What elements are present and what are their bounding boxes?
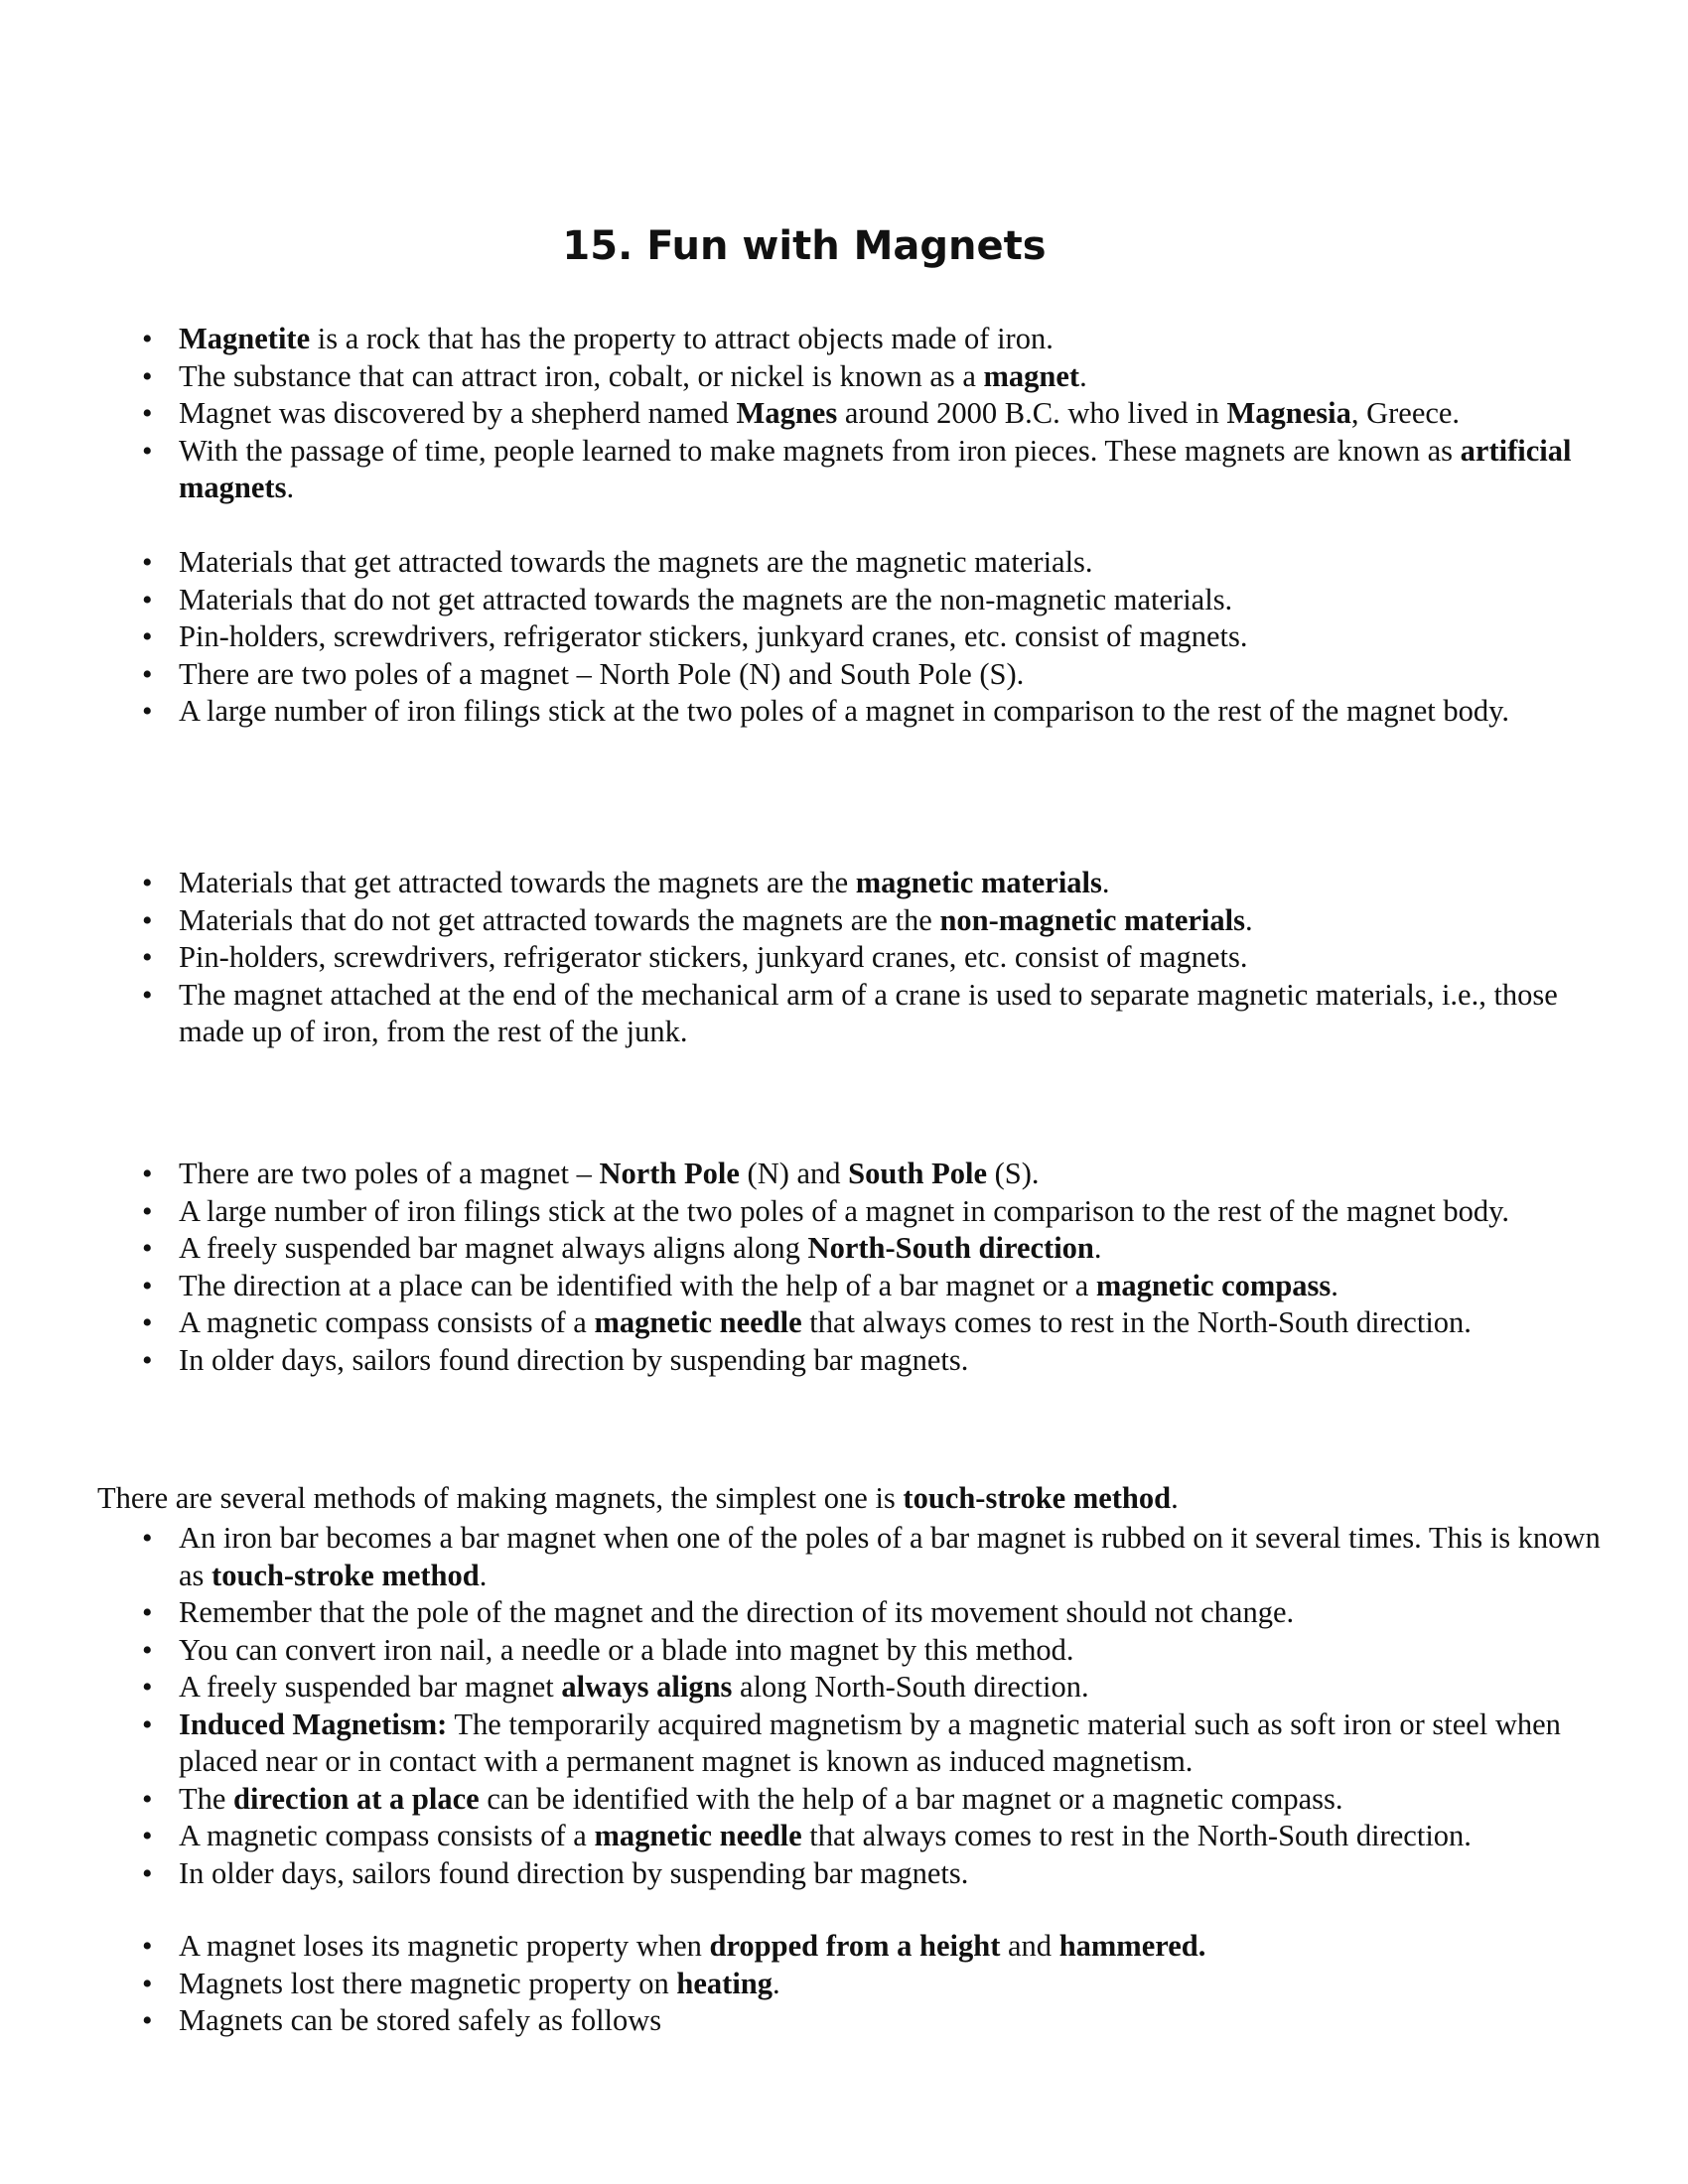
list-item [0, 2002, 1688, 2040]
list-item [0, 618, 1688, 656]
bold-term: Magnes [736, 396, 838, 430]
list-item [0, 358, 1688, 396]
text-run: that always comes to rest in the North-South direction. [801, 1819, 1472, 1852]
text-run: . [1171, 1480, 1179, 1515]
bold-term: magnetic compass [1095, 1268, 1332, 1302]
text-run: Remember that the pole of the magnet and the direction of its movement should not change. [179, 1595, 1295, 1629]
list-item [0, 1818, 1688, 1855]
list-item [0, 1706, 1688, 1781]
bold-term: always aligns [561, 1670, 733, 1704]
text-run: , Greece. [1350, 396, 1461, 430]
section-losing-magnetism [0, 1928, 1688, 2040]
bullet-list [0, 1928, 1688, 2040]
text-run: A freely suspended bar magnet always aligns along [179, 1231, 808, 1265]
list-item [0, 1966, 1688, 2003]
text-run: Materials that get attracted towards the magnets are the magnetic materials. [179, 545, 1093, 579]
list-item [0, 865, 1688, 902]
list-item [0, 1304, 1688, 1342]
bullet-list [0, 321, 1688, 507]
text-run: There are several methods of making magnets, the simplest one is [97, 1480, 904, 1515]
section-magnetic-materials [0, 865, 1688, 1051]
text-run: Materials that do not get attracted towards the magnets are the [179, 902, 940, 937]
bold-term: non-magnetic materials [939, 902, 1245, 937]
text-run: is a rock that has the property to attract objects made of iron. [310, 322, 1054, 355]
text-run: Pin-holders, screwdrivers, refrigerator stickers, junkyard cranes, etc. consist of magnets. [179, 940, 1248, 974]
text-run: . [1093, 1231, 1102, 1265]
list-item [0, 1669, 1688, 1706]
bold-term: magnetic needle [594, 1819, 802, 1852]
text-run: Materials that do not get attracted towards the magnets are the non-magnetic materials. [179, 582, 1233, 616]
text-run: A freely suspended bar magnet [179, 1670, 562, 1704]
bold-term: hammered. [1058, 1929, 1206, 1963]
bold-term: magnetic materials [855, 866, 1102, 899]
text-run: Pin-holders, screwdrivers, refrigerator stickers, junkyard cranes, etc. consist of magnets. [179, 619, 1248, 653]
text-run: around 2000 B.C. who lived in [837, 396, 1227, 430]
text-run: There are two poles of a magnet – North Pole (N) and South Pole (S). [179, 656, 1025, 691]
list-item [0, 977, 1688, 1051]
text-run: The [179, 1781, 234, 1816]
text-run: The magnet attached at the end of the mechanical arm of a crane is used to separate magnetic materials, i.e., those made up of iron, from the rest of the junk. [179, 977, 1558, 1048]
text-run: . [1079, 358, 1087, 393]
list-item [0, 582, 1688, 619]
text-run: In older days, sailors found direction by suspending bar magnets. [179, 1855, 969, 1890]
text-run: With the passage of time, people learned to make magnets from iron pieces. These magnets are known as [179, 433, 1461, 468]
text-run: (S). [986, 1157, 1040, 1190]
list-item [0, 1156, 1688, 1193]
bold-term: Induced Magnetism: [179, 1706, 448, 1741]
list-item [0, 1268, 1688, 1305]
text-run: . [479, 1558, 488, 1592]
list-item [0, 1855, 1688, 1893]
list-item [0, 433, 1688, 507]
text-run: You can convert iron nail, a needle or a blade into magnet by this method. [179, 1632, 1074, 1667]
section-magnet-intro [0, 321, 1688, 507]
text-run: . [1101, 866, 1110, 899]
text-run: A large number of iron filings stick at the two poles of a magnet in comparison to the rest of the magnet body. [179, 1193, 1510, 1228]
text-run: that always comes to rest in the North-South direction. [801, 1305, 1472, 1339]
text-run: Magnets can be stored safely as follows [179, 2003, 662, 2037]
list-item [0, 693, 1688, 731]
bold-term: North Pole [599, 1157, 740, 1190]
bullet-list [0, 544, 1688, 731]
text-run: . [1331, 1268, 1338, 1302]
text-run: A magnetic compass consists of a [179, 1305, 595, 1339]
text-run: In older days, sailors found direction by suspending bar magnets. [179, 1342, 969, 1377]
section-magnetic-materials-summary [0, 544, 1688, 731]
text-run: can be identified with the help of a bar magnet or a magnetic compass. [479, 1781, 1343, 1816]
text-run: Materials that get attracted towards the magnets are the [179, 866, 856, 899]
list-item [0, 544, 1688, 582]
bold-term: South Pole [848, 1157, 987, 1190]
text-run: and [1000, 1929, 1059, 1963]
list-item [0, 902, 1688, 940]
text-run: The direction at a place can be identified with the help of a bar magnet or a [179, 1268, 1096, 1302]
text-run: A magnet loses its magnetic property when [179, 1929, 710, 1963]
bold-term: magnet [983, 358, 1080, 393]
bold-term: North-South direction [807, 1231, 1094, 1265]
list-item [0, 1632, 1688, 1670]
text-run: The temporarily acquired magnetism by a magnetic material such as soft iron or steel when placed near or in contact with a permanent magnet is known as induced magnetism. [179, 1706, 1561, 1778]
bold-term: dropped from a height [709, 1929, 1001, 1963]
list-item [0, 1342, 1688, 1380]
text-run: A large number of iron filings stick at the two poles of a magnet in comparison to the rest of the magnet body. [179, 694, 1510, 728]
bold-term: touch-stroke method [903, 1480, 1172, 1515]
text-run: . [1244, 902, 1253, 937]
bold-term: touch-stroke method [211, 1558, 480, 1592]
list-item [0, 1520, 1688, 1594]
bullet-list [0, 1156, 1688, 1379]
list-item [0, 1928, 1688, 1966]
bold-term: heating [676, 1966, 774, 2000]
section-touch-stroke-method [0, 1520, 1688, 1892]
list-item [0, 395, 1688, 433]
text-run: The substance that can attract iron, cobalt, or nickel is known as a [179, 358, 984, 393]
section-poles-and-direction [0, 1156, 1688, 1379]
list-item [0, 321, 1688, 358]
text-run: There are two poles of a magnet – [179, 1157, 600, 1190]
bullet-list [0, 1520, 1688, 1892]
text-run: (N) and [739, 1157, 849, 1190]
list-item [0, 1781, 1688, 1819]
text-run: . [286, 471, 295, 504]
text-run: Magnets lost there magnetic property on [179, 1966, 677, 2000]
bullet-list [0, 865, 1688, 1051]
list-item [0, 656, 1688, 694]
text-run: Magnet was discovered by a shepherd named [179, 396, 737, 430]
bold-term: Magnesia [1226, 396, 1351, 430]
text-run: An iron bar becomes a bar magnet when one of the poles of a bar magnet is rubbed on it several times. This is known as [179, 1521, 1601, 1592]
page-title: 15. Fun with Magnets [562, 222, 1047, 269]
list-item [0, 1230, 1688, 1268]
bold-term: artificial magnets [179, 433, 1572, 504]
list-item [0, 1193, 1688, 1231]
text-run: along North-South direction. [732, 1670, 1089, 1704]
list-item [0, 1594, 1688, 1632]
making-magnets-paragraph [97, 1480, 1646, 1518]
list-item [0, 939, 1688, 977]
bold-term: Magnetite [179, 322, 311, 355]
text-run: A magnetic compass consists of a [179, 1819, 595, 1852]
text-run: . [773, 1966, 780, 2000]
bold-term: direction at a place [233, 1781, 480, 1816]
bold-term: magnetic needle [594, 1305, 802, 1339]
